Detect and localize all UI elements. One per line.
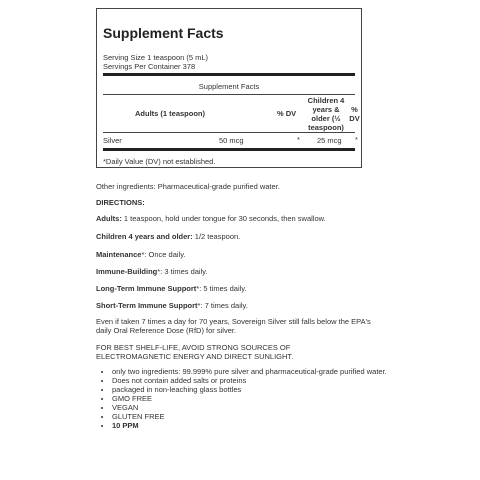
- direction-text: *: 5 times daily.: [196, 284, 247, 293]
- list-item: • GMO FREE: [112, 394, 402, 403]
- list-item: • only two ingredients: 99.999% pure silver and pharmaceutical-grade purified water.: [112, 367, 402, 376]
- direction-immune-building: [96, 267, 208, 276]
- nutrient-name: Silver: [103, 136, 122, 145]
- divider: [103, 132, 355, 133]
- directions-heading: DIRECTIONS:: [96, 198, 145, 207]
- direction-adults: [96, 214, 326, 223]
- shelf-life-note: FOR BEST SHELF-LIFE, AVOID STRONG SOURCES OF ELECTROMAGNETIC ENERGY AND DIRECT SUNLIGHT.: [96, 343, 294, 361]
- divider-thick: [103, 73, 355, 76]
- direction-text: *: Once daily.: [141, 250, 186, 259]
- list-item: • GLUTEN FREE: [112, 412, 402, 421]
- column-header-dv-children: % DV: [349, 105, 360, 123]
- safety-note: Even if taken 7 times a day for 70 years, Sovereign Silver still falls below the EPA's daily Oral Reference Dose (RfD) for silver.: [96, 317, 371, 335]
- nutrient-dv-adults: *: [297, 135, 300, 144]
- list-item: • packaged in non-leaching glass bottles: [112, 385, 402, 394]
- daily-value-footnote: *Daily Value (DV) not established.: [103, 157, 216, 166]
- nutrient-amount-adults: 50 mcg: [219, 136, 244, 145]
- direction-text: *: 7 times daily.: [197, 301, 248, 310]
- direction-short-term: [96, 301, 248, 310]
- serving-size: Serving Size 1 teaspoon (5 mL): [103, 53, 209, 62]
- divider-thick: [103, 148, 355, 151]
- facts-title: Supplement Facts: [103, 25, 224, 41]
- servings-per-container: Servings Per Container 378: [103, 62, 196, 71]
- list-item: • 10 PPM: [112, 421, 402, 430]
- supplement-facts-panel: [96, 8, 362, 168]
- table-caption: Supplement Facts: [198, 82, 260, 91]
- nutrient-amount-children: 25 mcg: [317, 136, 342, 145]
- direction-label: Long-Term Immune Support: [96, 284, 197, 293]
- nutrient-dv-children: *: [355, 135, 358, 144]
- direction-label: Immune-Building: [96, 267, 158, 276]
- direction-label: Adults:: [96, 214, 122, 223]
- list-item: • Does not contain added salts or proteins: [112, 376, 402, 385]
- direction-long-term: [96, 284, 247, 293]
- column-header-dv: % DV: [277, 109, 297, 118]
- direction-text: 1 teaspoon, hold under tongue for 30 seconds, then swallow.: [121, 214, 326, 223]
- other-ingredients: Other ingredients: Pharmaceutical-grade purified water.: [96, 182, 280, 191]
- direction-label: Short-Term Immune Support: [96, 301, 198, 310]
- list-item: • VEGAN: [112, 403, 402, 412]
- column-header-adults: Adults (1 teaspoon): [135, 109, 206, 118]
- feature-list: [96, 367, 402, 430]
- column-header-children: Children 4 years & older (½ teaspoon): [307, 96, 345, 132]
- direction-label: Children 4 years and older:: [96, 232, 193, 241]
- direction-label: Maintenance: [96, 250, 142, 259]
- direction-maintenance: [96, 250, 186, 259]
- direction-text: 1/2 teaspoon.: [192, 232, 241, 241]
- divider: [103, 94, 355, 95]
- direction-text: *: 3 times daily.: [157, 267, 208, 276]
- direction-children: [96, 232, 240, 241]
